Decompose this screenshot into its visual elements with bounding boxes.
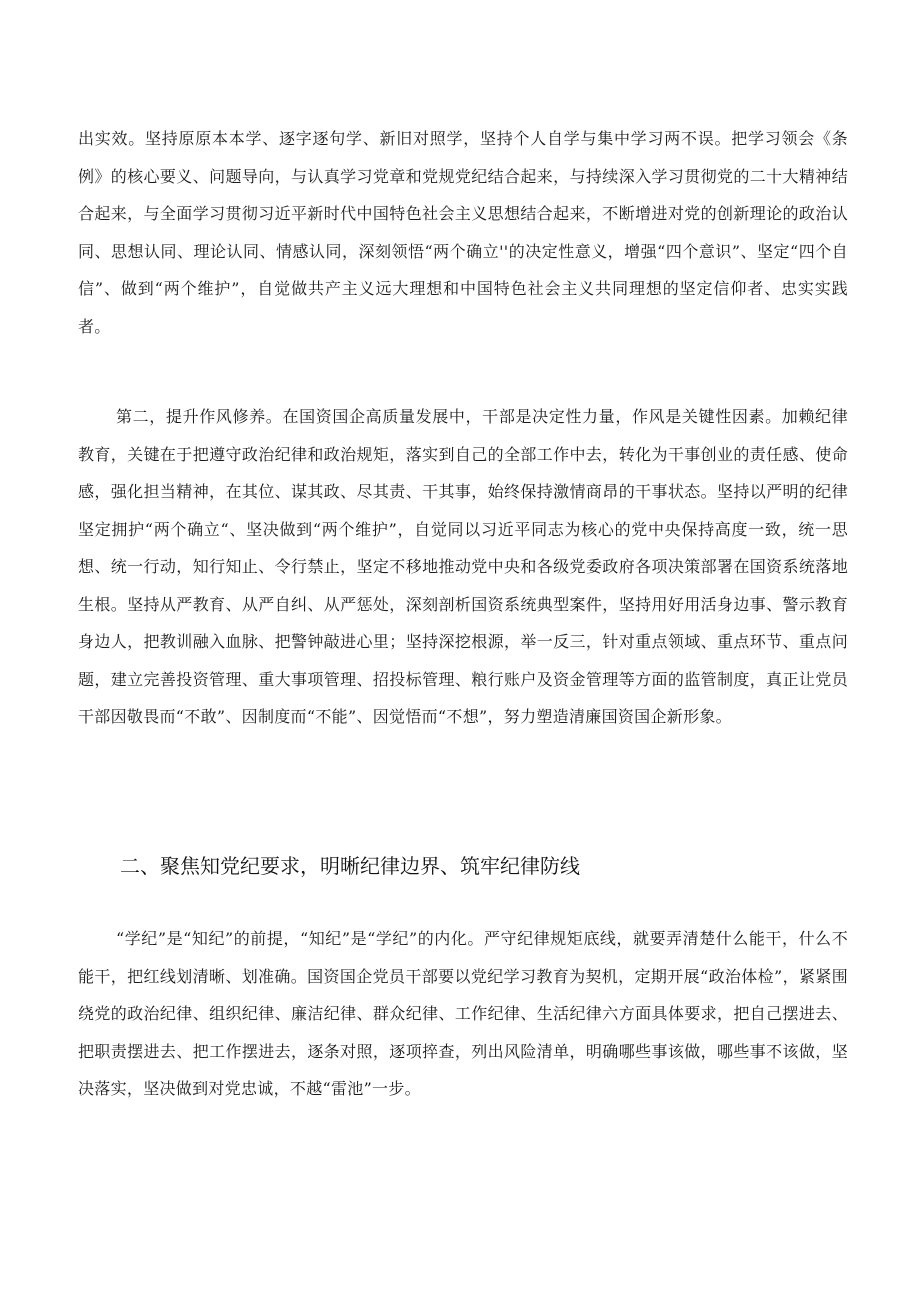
body-paragraph-1: 出实效。坚持原原本本学、逐字逐句学、新旧对照学，坚持个人自学与集中学习两不误。把学习领会《条例》的核心要义、问题导向，与认真学习党章和党规党纪结合起来，与持续深入学习贯彻党的二十大精神结合起来，与全面学习贯彻习近平新时代中国特色社会主义思想结合起来，不断增进对党的创新理论的政治认同、思想认同、理论认同、情感认同，深刻领悟“两个确立''的决定性意义，增强“四个意识”、坚定“四个自信”、做到“两个维护”，自觉做共产主义远大理想和中国特色社会主义共同理想的坚定信仰者、忠实实践者。: [78, 129, 848, 336]
body-paragraph-3: “学纪”是“知纪”的前提，“知纪”是“学纪”的内化。严守纪律规矩底线，就要弄清楚什么能干，什么不能干，把红线划清晰、划准确。国资国企党员干部要以党纪学习教育为契机，定期开展“政治体检”，紧紧围绕党的政治纪律、组织纪律、廉洁纪律、群众纪律、工作纪律、生活纪律六方面具体要求，把自己摆进去、把职责摆进去、把工作摆进去，逐条对照，逐项捽查，列出风险清单，明确哪些事该做，哪些事不该做，坚决落实，坚决做到对党忠诚，不越“雷池”一步。: [78, 929, 848, 1098]
section-heading-2: 二、聚焦知党纪要求，明晰纪律边界、筑牢纪律防线: [120, 854, 580, 878]
body-paragraph-2: 第二，提升作风修养。在国资国企高质量发展中，干部是决定性力量，作风是关键性因素。加赖纪律教育，关键在于把遵守政治纪律和政治规矩，落实到自己的全部工作中去，转化为干事创业的责任感、使命感，强化担当精神，在其位、谋其政、尽其责、干其事，始终保持激情商昂的干事状态。坚持以严明的纪律坚定拥护“两个确立“、坚决做到“两个维护”，自觉同以习近平同志为核心的党中央保持高度一致，统一思想、统一行动，知行知止、令行禁止，坚定不移地推动党中央和各级党委政府各项决策部署在国资系统落地生根。坚持从严教育、从严自纠、从严惩处，深刻剖析国资系统典型案件，坚持用好用活身边事、警示教育身边人，把教训融入血脉、把警钟敲进心里；坚持深挖根源，举一反三，针对重点领域、重点环节、重点问题，建立完善投资管理、重大事项管理、招投标管理、粮行账户及资金管理等方面的监管制度，真正让党员干部因敬畏而“不敢”、因制度而“不能”、因觉悟而“不想”，努力塑造清廉国资国企新形象。: [78, 407, 848, 726]
